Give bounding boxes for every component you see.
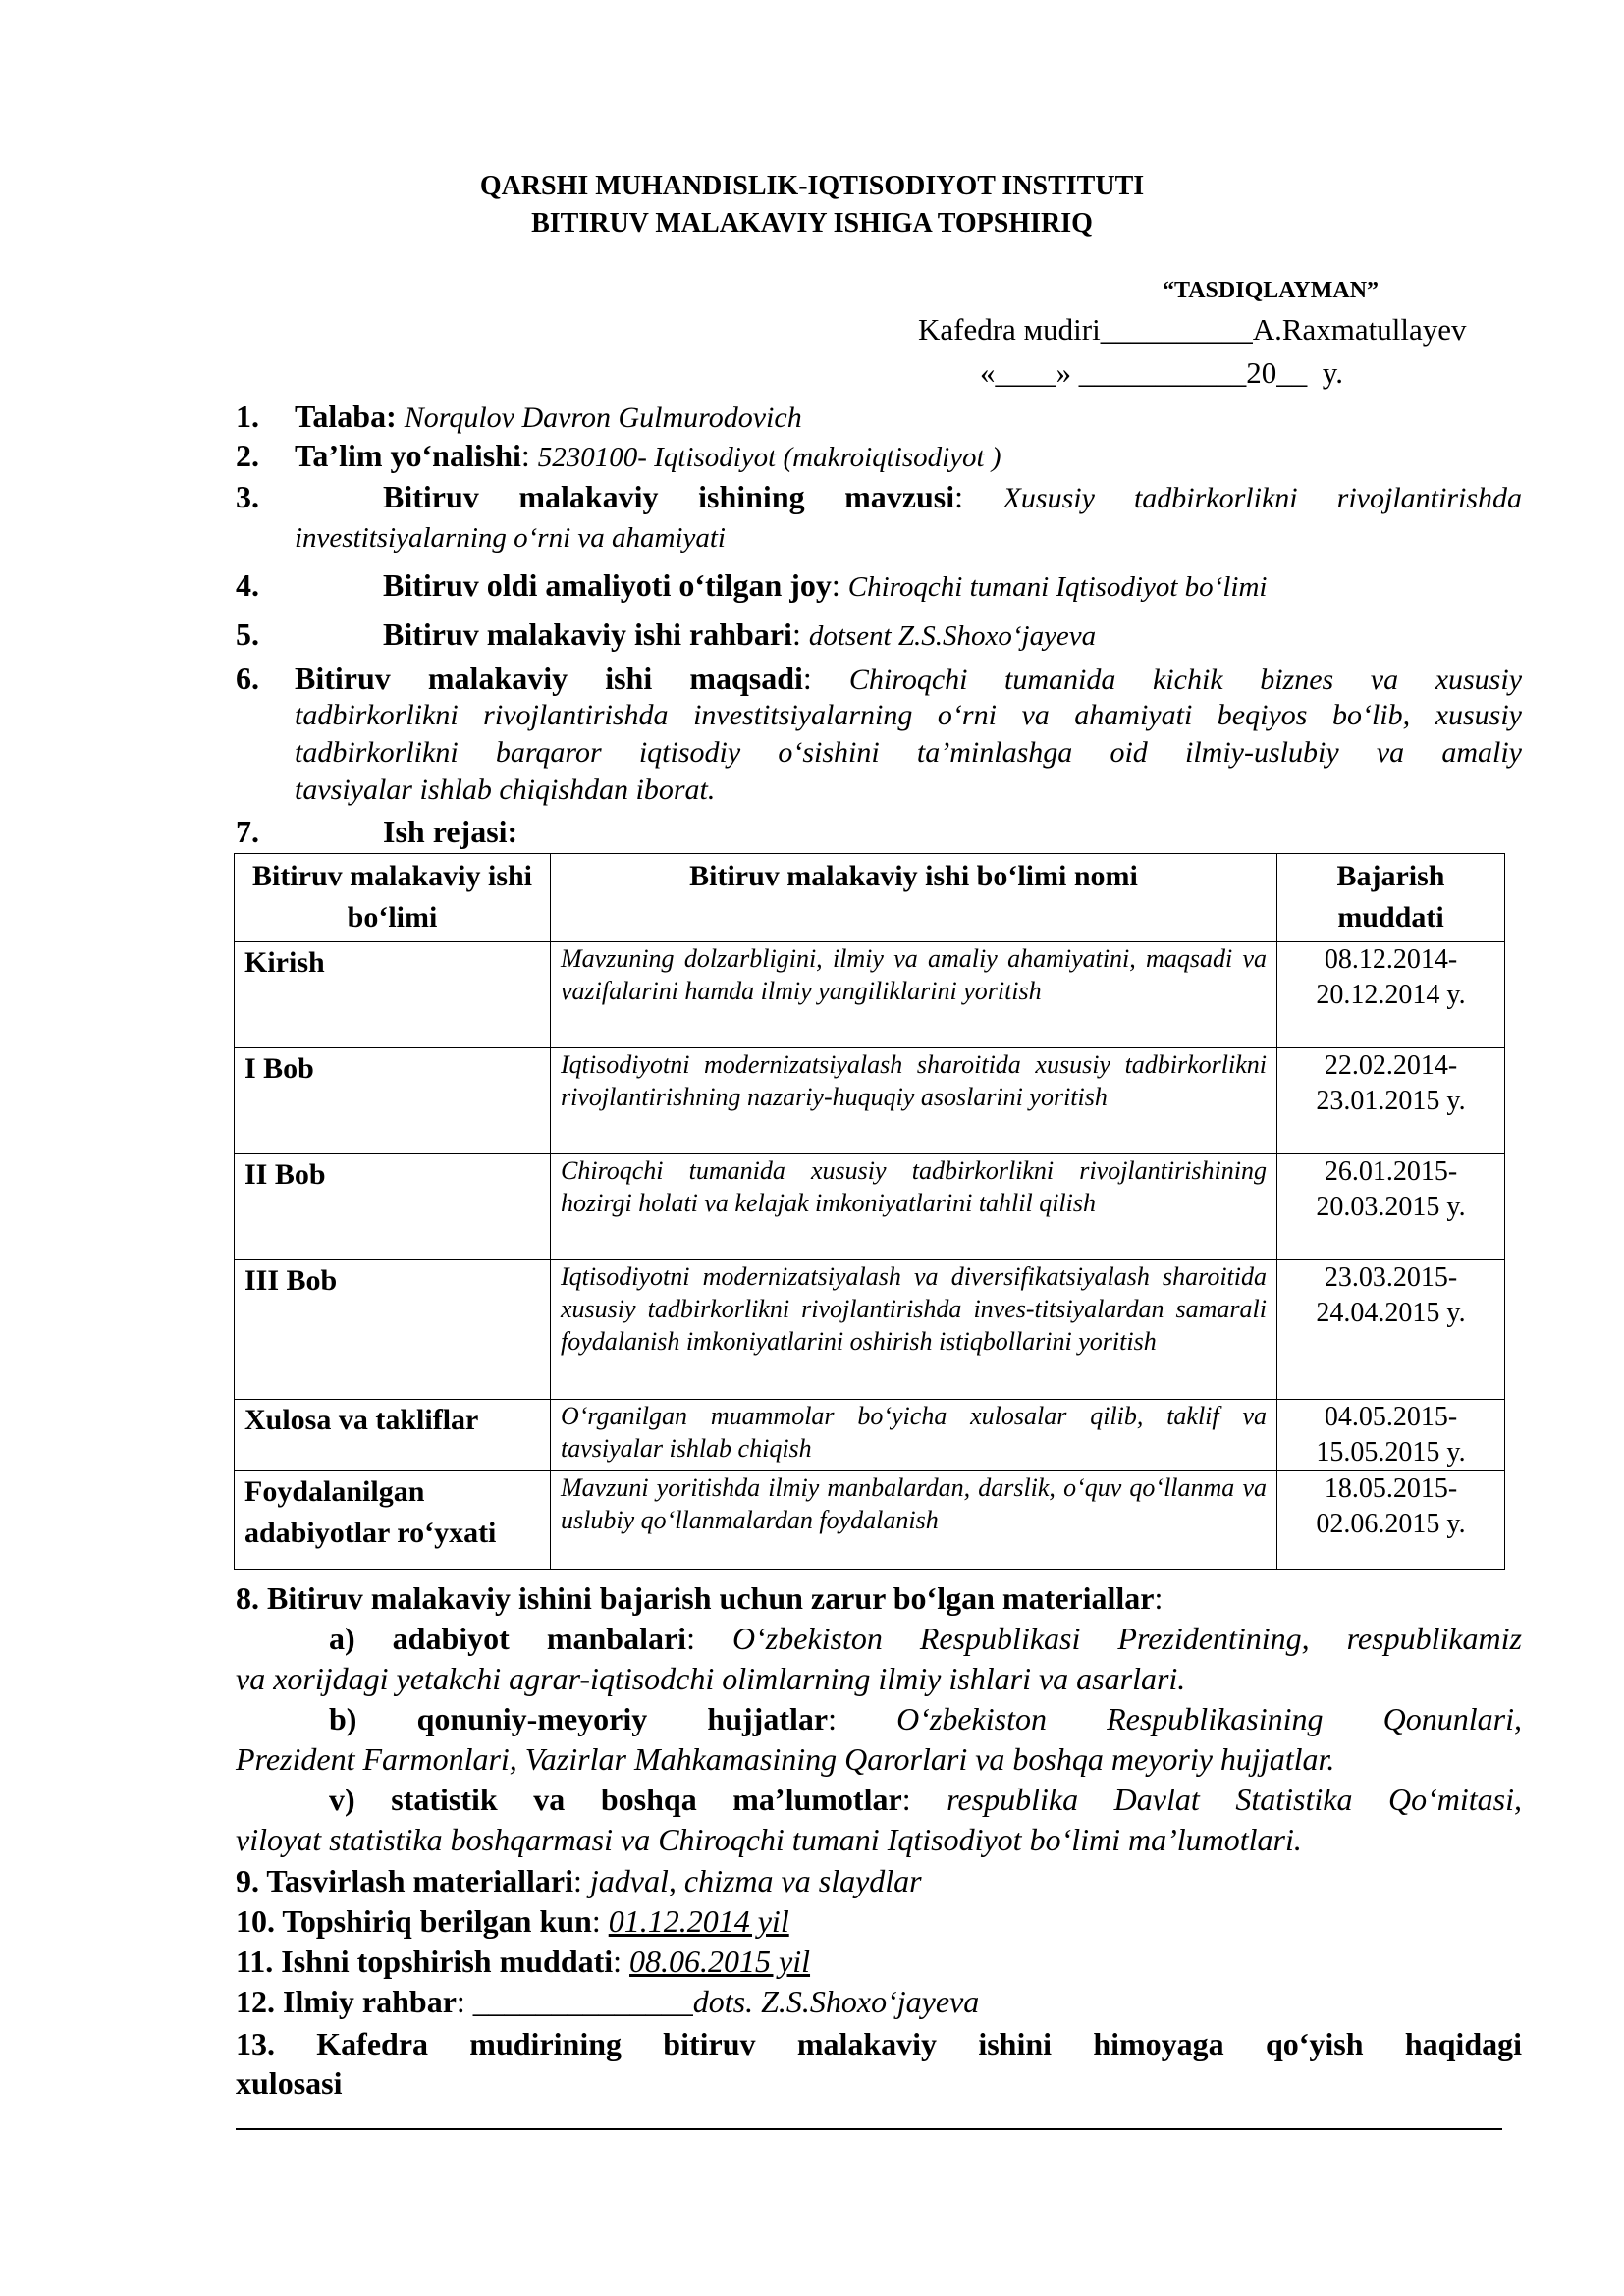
section-cell: Xulosa va takliflar	[235, 1400, 551, 1471]
section-name-cell: Iqtisodiyotni modernizatsiyalash sharoitida xususiy tadbirkorlikni rivojlantirishning nazariy-huquqiy asoslarini yoritish	[551, 1048, 1277, 1154]
section-name-cell: Iqtisodiyotni modernizatsiyalash va diversifikatsiyalash sharoitida xususiy tadbirkorlikni rivojlantirishda inves-titsiyalardan samarali foydalanish imkoniyatlarini oshirish istiqbollarini yoritish	[551, 1260, 1277, 1400]
materials-v-label: v) statistik va boshqa ma’lumotlar	[329, 1782, 902, 1817]
topic-continuation: investitsiyalarning o‘rni va ahamiyati	[295, 522, 726, 554]
item-label: 12. Ilmiy rahbar	[236, 1984, 457, 2019]
table-row	[235, 1154, 1505, 1260]
item-number: 3.	[236, 479, 259, 514]
item-number: 4.	[236, 567, 259, 603]
conclusion-line	[236, 2128, 1502, 2130]
section-name-cell: Chiroqchi tumanida xususiy tadbirkorlikni rivojlantirishining hozirgi holati va kelajak imkoniyatlarini tahlil qilish	[551, 1154, 1277, 1260]
term-cell: 23.03.2015- 24.04.2015 y.	[1277, 1260, 1505, 1400]
item-goal: 6. Bitiruv malakaviy ishi maqsadi: Chiroqchi tumanida kichik biznes va xususiy	[236, 661, 1523, 696]
work-plan-table	[234, 853, 1505, 1570]
table-header-row	[235, 854, 1505, 942]
item-label: 9. Tasvirlash materiallari	[236, 1863, 573, 1898]
materials-b: b) qonuniy-meyoriy hujjatlar: O‘zbekiston Respublikasining Qonunlari,	[329, 1701, 1523, 1736]
item-value: 01.12.2014 yil	[608, 1903, 789, 1939]
section-cell: Kirish	[235, 942, 551, 1048]
item-supervisor: 5. Bitiruv malakaviy ishi rahbari: dotsent Z.S.Shoxo‘jayeva	[236, 616, 1097, 652]
item-value: Chiroqchi tumanida kichik biznes va xususiy	[848, 664, 1523, 696]
goal-line-3: tadbirkorlikni barqaror iqtisodiy o‘sishini ta’minlashga oid ilmiy-uslubiy va amaliy	[295, 736, 1522, 769]
column-header: Bitiruv malakaviy ishi bo‘limi	[235, 854, 551, 942]
item-number: 5.	[236, 616, 259, 652]
item-direction: 2. Ta’lim yo‘nalishi: 5230100- Iqtisodiyot (makroiqtisodiyot )	[236, 438, 1001, 473]
department-head-label: Kafedra мudiri	[918, 312, 1101, 347]
item-label: 11. Ishni topshirish muddati	[236, 1944, 614, 1979]
materials-a: a) adabiyot manbalari: O‘zbekiston Respublikasi Prezidentining, respublikamiz	[329, 1621, 1522, 1656]
item-number: 6.	[236, 661, 259, 696]
item-illustrations: 9. Tasvirlash materiallari: jadval, chizma va slaydlar	[236, 1863, 922, 1898]
section-cell: Foydalanilgan adabiyotlar ro‘yxati	[235, 1471, 551, 1570]
item-value: jadval, chizma va slaydlar	[589, 1863, 922, 1898]
item-label: Bitiruv oldi amaliyoti o‘tilgan joy	[383, 567, 832, 603]
materials-b-continuation: Prezident Farmonlari, Vazirlar Mahkamasining Qarorlari va boshqa meyoriy hujjatlar.	[236, 1741, 1335, 1777]
item-label: Bitiruv malakaviy ishining mavzusi	[383, 479, 955, 514]
item-number: 2.	[236, 438, 259, 473]
item-work-plan	[236, 812, 1522, 851]
section-name-cell: Mavzuni yoritishda ilmiy manbalardan, darslik, o‘quv qo‘llanma va uslubiy qo‘llanmalardan foydalanish	[551, 1471, 1277, 1570]
goal-line-4: tavsiyalar ishlab chiqishdan iborat.	[295, 774, 716, 806]
term-cell: 08.12.2014- 20.12.2014 y.	[1277, 942, 1505, 1048]
approval-title: “TASDIQLAYMAN”	[1163, 278, 1380, 303]
term-cell: 22.02.2014- 23.01.2015 y.	[1277, 1048, 1505, 1154]
document-title: BITIRUV MALAKAVIY ISHIGA TOPSHIRIQ	[531, 208, 1093, 239]
materials-b-value: O‘zbekiston Respublikasining Qonunlari,	[896, 1701, 1523, 1736]
item-value: 5230100- Iqtisodiyot (makroiqtisodiyot )	[537, 442, 1001, 473]
department-head-name: A.Raxmatullayev	[1252, 312, 1467, 347]
column-header: Bajarish muddati	[1277, 854, 1505, 942]
approval-date-line: «____» ___________20__ y.	[980, 355, 1343, 390]
signature-blank: ______________	[472, 1984, 693, 2019]
goal-line-2: tadbirkorlikni rivojlantirishda investitsiyalarning o‘rni va ahamiyati beqiyos bo‘lib, xususiy	[295, 699, 1522, 731]
institute-title: QARSHI MUHANDISLIK-IQTISODIYOT INSTITUTI	[479, 171, 1145, 201]
column-header: Bitiruv malakaviy ishi bo‘limi nomi	[551, 854, 1277, 942]
materials-v-value: respublika Davlat Statistika Qo‘mitasi,	[947, 1782, 1523, 1817]
section-cell: III Bob	[235, 1260, 551, 1400]
materials-b-label: b) qonuniy-meyoriy hujjatlar	[329, 1701, 829, 1736]
item-label: Ta’lim yo‘nalishi	[295, 438, 521, 473]
table-row	[235, 942, 1505, 1048]
item-label: Bitiruv malakaviy ishi rahbari	[383, 616, 792, 652]
item-value: dots. Z.S.Shoxo‘jayeva	[692, 1984, 980, 2019]
item-number: 1.	[236, 399, 259, 434]
signature-blank: __________	[1100, 312, 1253, 347]
term-cell: 26.01.2015- 20.03.2015 y.	[1277, 1154, 1505, 1260]
section-name-cell: Mavzuning dolzarbligini, ilmiy va amaliy ahamiyatini, maqsadi va vazifalarini hamda ilmiy yangiliklarini yoritish	[551, 942, 1277, 1048]
item-topic: 3. Bitiruv malakaviy ishining mavzusi: Xususiy tadbirkorlikni rivojlantirishda	[236, 479, 1523, 514]
item-submission-deadline: 11. Ishni topshirish muddati: 08.06.2015 yil	[236, 1944, 811, 1979]
item-label: Talaba:	[295, 399, 397, 434]
section-cell: I Bob	[235, 1048, 551, 1154]
table-row	[235, 1048, 1505, 1154]
item-assignment-date: 10. Topshiriq berilgan kun: 01.12.2014 yil	[236, 1903, 789, 1939]
item-head-conclusion-continuation: xulosasi	[236, 2065, 343, 2101]
table-row	[235, 1471, 1505, 1570]
item-value: Xususiy tadbirkorlikni rivojlantirishda	[1002, 482, 1523, 514]
item-value: dotsent Z.S.Shoxo‘jayeva	[808, 620, 1097, 652]
table-row	[235, 1400, 1505, 1471]
item-head-conclusion: 13. Kafedra mudirining bitiruv malakaviy ishini himoyaga qo‘yish haqidagi	[236, 2026, 1522, 2061]
materials-title-text: 8. Bitiruv malakaviy ishini bajarish uchun zarur bo‘lgan materiallar	[236, 1580, 1155, 1616]
item-practice-place: 4. Bitiruv oldi amaliyoti o‘tilgan joy: Chiroqchi tumani Iqtisodiyot bo‘limi	[236, 567, 1268, 603]
materials-title: 8. Bitiruv malakaviy ishini bajarish uchun zarur bo‘lgan materiallar:	[236, 1580, 1164, 1616]
materials-a-continuation: va xorijdagi yetakchi agrar-iqtisodchi olimlarning ilmiy ishlari va asarlari.	[236, 1661, 1186, 1696]
materials-a-value: O‘zbekiston Respublikasi Prezidentining, respublikamiz	[731, 1621, 1522, 1656]
materials-a-label: a) adabiyot manbalari	[329, 1621, 687, 1656]
term-cell: 18.05.2015- 02.06.2015 y.	[1277, 1471, 1505, 1570]
item-value: Chiroqchi tumani Iqtisodiyot bo‘limi	[847, 571, 1268, 603]
item-value: 08.06.2015 yil	[629, 1944, 811, 1979]
section-cell: II Bob	[235, 1154, 551, 1260]
item-label: Bitiruv malakaviy ishi maqsadi	[295, 661, 803, 696]
department-head-line	[918, 312, 1467, 347]
item-label: Ish rejasi:	[383, 814, 518, 849]
item-student	[236, 397, 1522, 438]
term-cell: 04.05.2015- 15.05.2015 y.	[1277, 1400, 1505, 1471]
materials-v-continuation: viloyat statistika boshqarmasi va Chiroqchi tumani Iqtisodiyot bo‘limi ma’lumotlari.	[236, 1822, 1302, 1857]
materials-v: v) statistik va boshqa ma’lumotlar: respublika Davlat Statistika Qo‘mitasi,	[329, 1782, 1523, 1817]
section-name-cell: O‘rganilgan muammolar bo‘yicha xulosalar qilib, taklif va tavsiyalar ishlab chiqish	[551, 1400, 1277, 1471]
item-value: Norqulov Davron Gulmurodovich	[404, 401, 802, 434]
item-scientific-supervisor: 12. Ilmiy rahbar: ______________dots. Z.S.Shoxo‘jayeva	[236, 1984, 980, 2019]
item-number: 7.	[236, 814, 259, 849]
table-row	[235, 1260, 1505, 1400]
item-label: 10. Topshiriq berilgan kun	[236, 1903, 592, 1939]
